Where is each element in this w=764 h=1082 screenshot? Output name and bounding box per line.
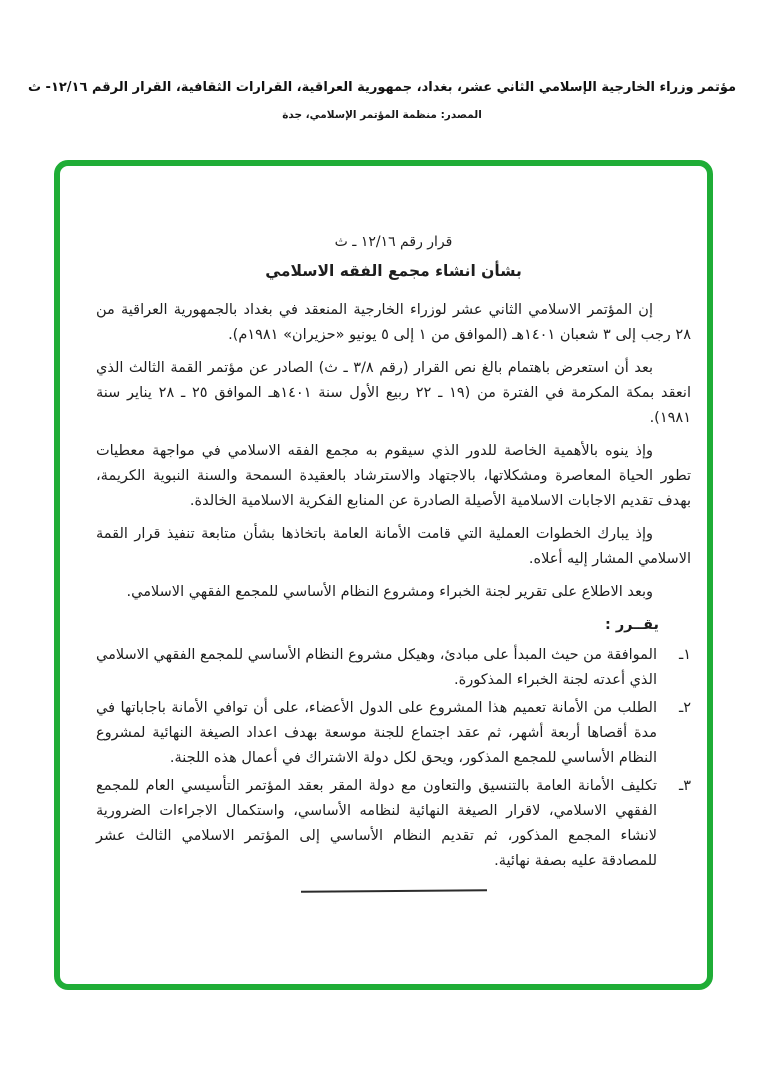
resolution-number-title: قرار رقم ١٢/١٦ ـ ث	[334, 234, 453, 250]
catalog-header-line: مؤتمر وزراء الخارجية الإسلامي الثاني عشر، بغداد، جمهورية العراقية، القرارات الثقافية، القرار الرقم ١٢/١٦- ث	[27, 80, 737, 95]
preamble-paragraph-2: بعد أن استعرض باهتمام بالغ نص القرار (رقم ٣/٨ ـ ث) الصادر عن مؤتمر القمة الثالث الذي انعقد بمكة المكرمة في الفترة من (١٩ ـ ٢٢ ربيع الأول سنة ١٤٠١هـ الموافق ٢٥ ـ ٢٨ يناير سنة ١٩٨١).	[96, 360, 691, 426]
decision-item-3	[96, 774, 691, 874]
decision-heading: يقــرر :	[604, 617, 659, 633]
decision-number-2: ٢ـ	[678, 700, 691, 716]
decision-text-2: الطلب من الأمانة تعميم هذا المشروع على الدول الأعضاء، على أن توافي الأمانة باجاباتها في مدة أقصاها أربعة أشهر، ثم عقد اجتماع للجنة موسعة بهدف اعداد الصيغة النهائية لمشروع النظام الأساسي للمجمع المذكور، ويحق لكل دولة الاشتراك في أعمال هذه اللجنة.	[96, 700, 657, 766]
decision-number-3: ٣ـ	[678, 778, 691, 794]
green-border-frame	[54, 160, 713, 990]
preamble-paragraph-3: وإذ ينوه بالأهمية الخاصة للدور الذي سيقوم به مجمع الفقه الاسلامي في مواجهة معطيات تطور الحياة المعاصرة ومشكلاتها، بالاجتهاد والاسترشاد بالعقيدة السمحة والسنة النبوية الكريمة، بهدف تقديم الاجابات الاسلامية الأصيلة الصادرة عن المنابع الفكرية الاسلامية الخالدة.	[96, 443, 691, 509]
decision-item-1	[96, 643, 691, 693]
preamble-paragraph-1: إن المؤتمر الاسلامي الثاني عشر لوزراء الخارجية المنعقد في بغداد بالجمهورية العراقية من ٢٨ رجب إلى ٣ شعبان ١٤٠١هـ (الموافق من ١ إلى ٥ يونيو «حزيران» ١٩٨١م).	[96, 302, 691, 343]
decision-item-2	[96, 696, 691, 771]
end-divider-line	[300, 889, 486, 893]
decision-text-1: الموافقة من حيث المبدأ على مبادئ، وهيكل مشروع النظام الأساسي للمجمع الفقهي الاسلامي الذي أعدته لجنة الخبراء المذكورة.	[96, 647, 657, 688]
scanned-resolution-body	[60, 166, 707, 892]
decision-number-1: ١ـ	[678, 647, 691, 663]
decision-text-3: تكليف الأمانة العامة بالتنسيق والتعاون مع دولة المقر بعقد المؤتمر التأسيسي العام للمجمع الفقهي الاسلامي، لاقرار الصيغة النهائية لنظامه الأساسي، واستكمال الاجراءات الضرورية لانشاء المجمع المذكور، ثم تقديم النظام الأساسي إلى المؤتمر الاسلامي الثالث عشر للمصادقة عليه بصفة نهائية.	[96, 778, 657, 869]
preamble-paragraph-4: وإذ يبارك الخطوات العملية التي قامت الأمانة العامة باتخاذها بشأن متابعة تنفيذ قرار القمة الاسلامي المشار إليه أعلاه.	[96, 526, 691, 567]
preamble-paragraph-5: وبعد الاطلاع على تقرير لجنة الخبراء ومشروع النظام الأساسي للمجمع الفقهي الاسلامي.	[126, 584, 653, 600]
source-line: المصدر: منظمة المؤتمر الإسلامي، جدة	[282, 109, 482, 121]
resolution-subject-title: بشأن انشاء مجمع الفقه الاسلامي	[265, 262, 522, 280]
